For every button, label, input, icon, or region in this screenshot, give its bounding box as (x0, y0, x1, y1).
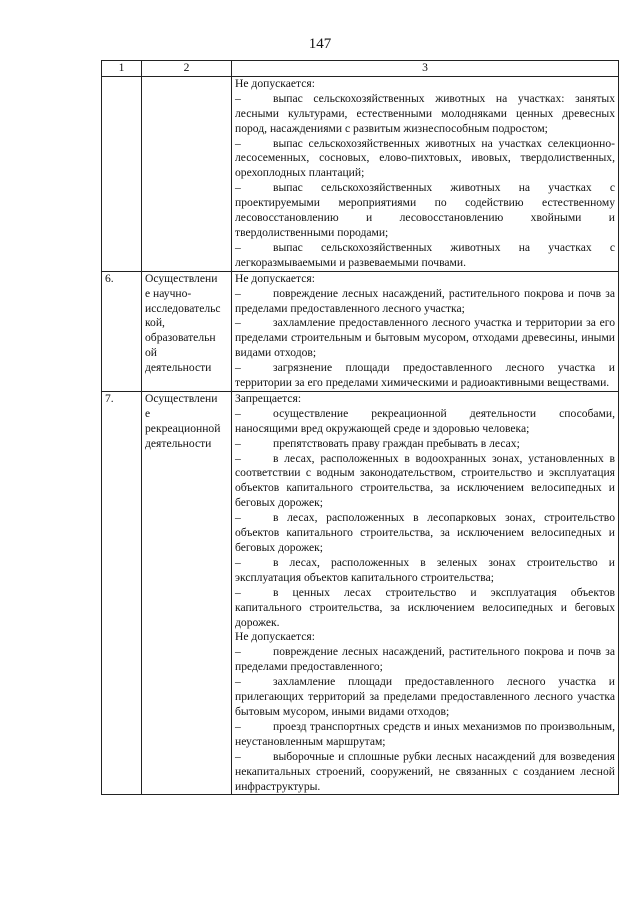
table-row (102, 391, 619, 794)
row-number: 6. (102, 271, 142, 391)
dash-bullet-icon: – (235, 181, 241, 195)
header-col-3: 3 (232, 61, 619, 77)
activity-type-line: Осуществлени (145, 391, 218, 405)
requirement-item (235, 511, 615, 556)
requirement-item (235, 645, 615, 675)
table-row (102, 76, 619, 271)
activity-type-line: деятельности (145, 436, 212, 450)
requirement-text: выпас сельскохозяйственных животных на участках с проектируемыми мероприятиями по содействию естественному лесовосстановлению и лесовосстановлению хвойными и твердолиственными породами; (235, 181, 615, 239)
dash-bullet-icon: – (235, 136, 241, 150)
activity-type-line: е (145, 406, 151, 420)
dash-bullet-icon: – (235, 451, 241, 465)
requirement-text: осуществление рекреационной деятельности способами, наносящими вред окружающей среде и здоровью человека; (235, 406, 615, 435)
dash-bullet-icon: – (235, 719, 241, 733)
requirement-item (235, 675, 615, 720)
requirement-text: в лесах, расположенных в зеленых зонах строительство и эксплуатация объектов капитального строительства; (235, 555, 615, 584)
requirement-item (235, 316, 615, 361)
dash-bullet-icon: – (235, 91, 241, 105)
page-number: 147 (308, 36, 332, 52)
activity-type-line: деятельности (145, 361, 212, 375)
activity-type-line: кой, (145, 316, 165, 330)
activity-type-line: образовательн (145, 331, 216, 345)
requirement-text: в ценных лесах строительство и эксплуатация объектов капитального строительства, за исключением велосипедных и беговых дорожек. (235, 585, 615, 629)
dash-bullet-icon: – (235, 406, 241, 420)
requirement-item (235, 437, 615, 452)
requirement-item (235, 407, 615, 437)
dash-bullet-icon: – (235, 240, 241, 254)
requirement-item (235, 181, 615, 241)
dash-bullet-icon: – (235, 316, 241, 330)
dash-bullet-icon: – (235, 286, 241, 300)
regulations-table (101, 60, 619, 795)
requirement-text: повреждение лесных насаждений, растительного покрова и почв за пределами предоставленного лесного участка; (235, 286, 615, 315)
dash-bullet-icon: – (235, 361, 241, 375)
requirement-text: выпас сельскохозяйственных животных на участках: занятых лесными культурами, естественными молодняками ценных древесных пород, насаждениями с развитым жизнеспособным подростом; (235, 91, 615, 135)
requirement-text: захламление площади предоставленного лесного участка и прилегающих территорий за пределами предоставленного лесного участка бытовым мусором, иными видами отходов; (235, 675, 615, 718)
requirement-text: проезд транспортных средств и иных механизмов по произвольным, неустановленным маршрутам; (235, 719, 615, 748)
requirement-item (235, 137, 615, 182)
requirement-item (235, 750, 615, 795)
requirements-cell (232, 271, 619, 391)
requirement-text: в лесах, расположенных в водоохранных зонах, установленных в соответствии с водным законодательством, строительство и эксплуатация объектов капитального строительства, за исключением велосипедных и беговых дорожек; (235, 451, 615, 510)
dash-bullet-icon: – (235, 585, 241, 599)
table-row (102, 271, 619, 391)
dash-bullet-icon: – (235, 555, 241, 569)
activity-type-cell (142, 271, 232, 391)
dash-bullet-icon: – (235, 749, 241, 763)
requirement-text: выборочные и сплошные рубки лесных насаждений для возведения некапитальных строений, сооружений, не связанных с созданием лесной инфраструктуры. (235, 749, 615, 793)
activity-type-line: рекреационной (145, 421, 221, 435)
activity-type-line: ой (145, 346, 158, 360)
activity-type-line: исследовательс (145, 301, 221, 315)
requirements-cell (232, 76, 619, 271)
requirements-cell (232, 391, 619, 794)
requirement-item (235, 556, 615, 586)
requirement-text: выпас сельскохозяйственных животных на участках селекционно-лесосеменных, сосновых, елово-пихтовых, ивовых, твердолиственных, орехоплодных плантаций; (235, 136, 615, 180)
dash-bullet-icon: – (235, 511, 241, 525)
requirement-item (235, 586, 615, 631)
header-col-2: 2 (142, 61, 232, 77)
requirement-item (235, 287, 615, 317)
dash-bullet-icon: – (235, 645, 241, 659)
requirement-text: выпас сельскохозяйственных животных на участках с легкоразмываемыми и развеваемыми почвами. (235, 240, 615, 269)
table-body (102, 76, 619, 795)
requirement-text: захламление предоставленного лесного участка и территории за его пределами строительным и бытовым мусором, отходами древесины, иными видами отходов; (235, 316, 615, 360)
requirement-item (235, 92, 615, 137)
activity-type-line: е научно- (145, 286, 192, 300)
requirement-item (235, 720, 615, 750)
requirement-text: в лесах, расположенных в лесопарковых зонах, строительство объектов капитального строительства, за исключением велосипедных и беговых дорожек; (235, 511, 615, 554)
row-number: 7. (102, 391, 142, 794)
activity-type-line: Осуществлени (145, 271, 218, 285)
dash-bullet-icon: – (235, 675, 241, 689)
requirements-heading: Запрещается: (235, 391, 302, 405)
requirement-item (235, 361, 615, 391)
requirement-text: препятствовать праву граждан пребывать в лесах; (273, 436, 520, 450)
requirements-heading: Не допускается: (235, 76, 315, 90)
row-number (102, 76, 142, 271)
dash-bullet-icon: – (235, 436, 241, 450)
requirement-item (235, 452, 615, 512)
requirements-heading: Не допускается: (235, 630, 315, 644)
activity-type-cell (142, 391, 232, 794)
requirement-text: загрязнение площади предоставленного лесного участка и территории за его пределами химическими и радиоактивными веществами. (235, 361, 615, 390)
activity-type-cell (142, 76, 232, 271)
header-col-1: 1 (102, 61, 142, 77)
requirement-item (235, 241, 615, 271)
table-header-row (102, 61, 619, 77)
requirement-text: повреждение лесных насаждений, растительного покрова и почв за пределами предоставленного; (235, 645, 615, 674)
requirements-heading: Не допускается: (235, 271, 315, 285)
